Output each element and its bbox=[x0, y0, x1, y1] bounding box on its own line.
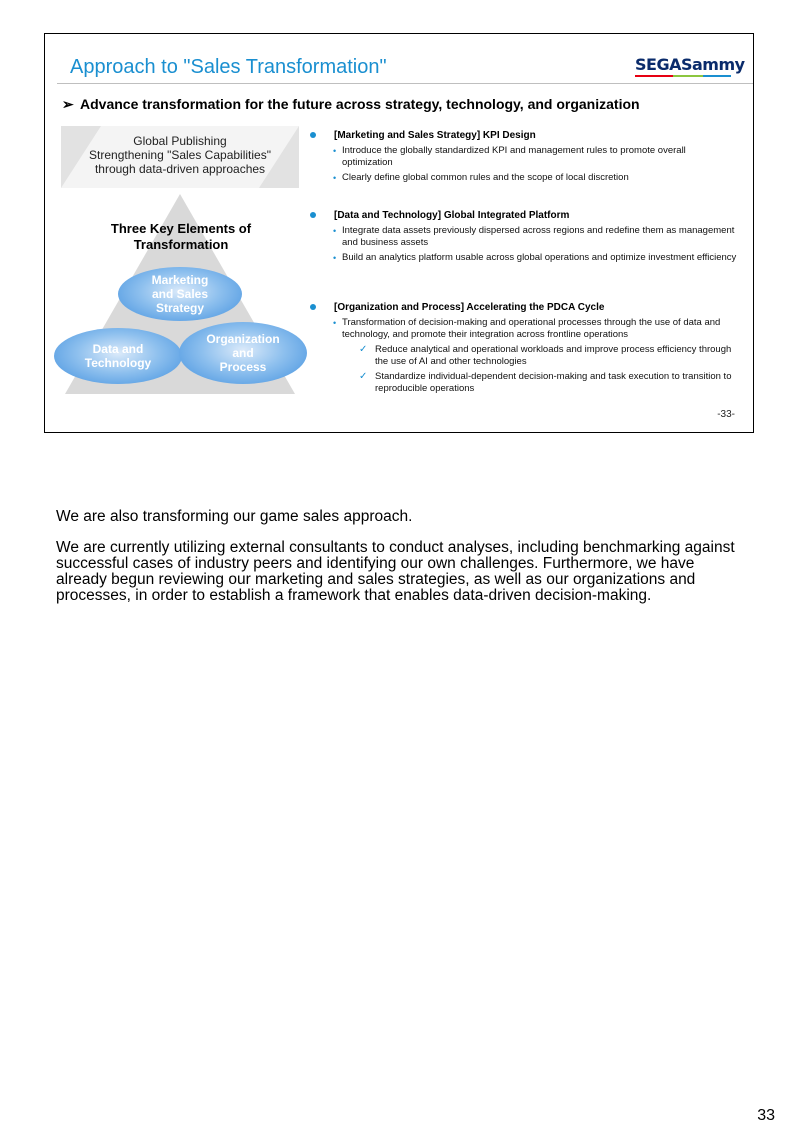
bullet-dot-icon bbox=[310, 132, 316, 138]
global-publishing-banner bbox=[61, 126, 299, 188]
check-item bbox=[307, 371, 737, 395]
section-global-platform bbox=[307, 210, 737, 264]
check-item-text: Reduce analytical and operational workloads and improve process efficiency through the use of AI and other technologies bbox=[375, 344, 732, 367]
section-heading-text: [Organization and Process] Accelerating the PDCA Cycle bbox=[334, 302, 605, 313]
logo-text: SEGASammy bbox=[635, 55, 745, 74]
speaker-notes bbox=[56, 509, 746, 619]
element-label-line: Data and bbox=[92, 342, 144, 356]
bullet-icon: • bbox=[333, 253, 337, 263]
logo-color-bar bbox=[635, 75, 733, 77]
subheading-text: Advance transformation for the future across strategy, technology, and organization bbox=[80, 96, 640, 112]
sega-sammy-logo bbox=[635, 55, 745, 82]
notes-paragraph: We are currently utilizing external consultants to conduct analyses, including benchmarking against successful cases of industry peers and identifying our own challenges. Furthermore, we have already begun reviewing our marketing and sales strategies, as well as our organizations and processes, in order to establish a framework that enables data-driven decision-making. bbox=[56, 539, 735, 604]
section-kpi-design bbox=[307, 130, 737, 184]
section-heading bbox=[307, 210, 737, 222]
slide-title: Approach to "Sales Transformation" bbox=[70, 56, 387, 78]
check-item-text: Standardize individual-dependent decision-making and task execution to transition to reproducible operations bbox=[375, 371, 732, 394]
element-label-line: Technology bbox=[84, 356, 152, 370]
section-pdca-cycle bbox=[307, 302, 737, 395]
element-label-line: Strategy bbox=[155, 301, 205, 315]
section-heading bbox=[307, 130, 737, 142]
element-label-line: and Sales bbox=[151, 287, 209, 301]
banner-line: Strengthening "Sales Capabilities" bbox=[89, 148, 271, 162]
section-heading-text: [Marketing and Sales Strategy] KPI Design bbox=[334, 130, 536, 141]
list-item bbox=[307, 252, 737, 264]
banner-line: Global Publishing bbox=[133, 134, 227, 148]
checkmark-icon: ✓ bbox=[359, 344, 368, 355]
element-label-line: and bbox=[232, 346, 254, 360]
bullet-dot-icon bbox=[310, 212, 316, 218]
checkmark-icon: ✓ bbox=[359, 371, 368, 382]
slide-subheading bbox=[62, 96, 640, 113]
list-item bbox=[307, 145, 737, 169]
list-item-text: Integrate data assets previously dispersed across regions and redefine them as management and business assets bbox=[342, 225, 735, 248]
slide bbox=[44, 33, 754, 433]
bullet-icon: • bbox=[333, 318, 337, 328]
element-label-line: Process bbox=[219, 360, 267, 374]
list-item-text: Introduce the globally standardized KPI and management rules to promote overall optimization bbox=[342, 145, 686, 168]
list-item bbox=[307, 317, 737, 341]
slide-page-number: -33- bbox=[717, 409, 735, 420]
pyramid-title-line: Transformation bbox=[133, 237, 229, 252]
element-data-technology bbox=[54, 328, 182, 384]
list-item-text: Transformation of decision-making and operational processes through the use of data and technology, and promote their integration across frontline operations bbox=[342, 317, 721, 340]
notes-paragraph: We are also transforming our game sales approach. bbox=[56, 508, 413, 525]
element-organization-process bbox=[179, 322, 307, 384]
list-item-text: Build an analytics platform usable across global operations and optimize investment efficiency bbox=[342, 252, 737, 263]
element-label-line: Marketing bbox=[151, 273, 209, 287]
section-heading-text: [Data and Technology] Global Integrated Platform bbox=[334, 210, 570, 221]
document-page-number: 33 bbox=[757, 1107, 775, 1124]
pyramid-title-line: Three Key Elements of bbox=[110, 221, 252, 236]
list-item bbox=[307, 172, 737, 184]
list-item bbox=[307, 225, 737, 249]
bullet-icon: • bbox=[333, 146, 337, 156]
bullet-icon: • bbox=[333, 173, 337, 183]
arrow-bullet-icon: ➢ bbox=[62, 96, 74, 112]
title-divider bbox=[57, 83, 753, 84]
bullet-dot-icon bbox=[310, 304, 316, 310]
bullet-icon: • bbox=[333, 226, 337, 236]
banner-text bbox=[61, 134, 299, 176]
list-item-text: Clearly define global common rules and the scope of local discretion bbox=[342, 172, 629, 183]
banner-line: through data-driven approaches bbox=[94, 162, 266, 176]
section-heading bbox=[307, 302, 737, 314]
check-item bbox=[307, 344, 737, 368]
pyramid-title bbox=[103, 221, 259, 253]
element-marketing-sales-strategy bbox=[118, 267, 242, 321]
element-label-line: Organization bbox=[206, 332, 280, 346]
